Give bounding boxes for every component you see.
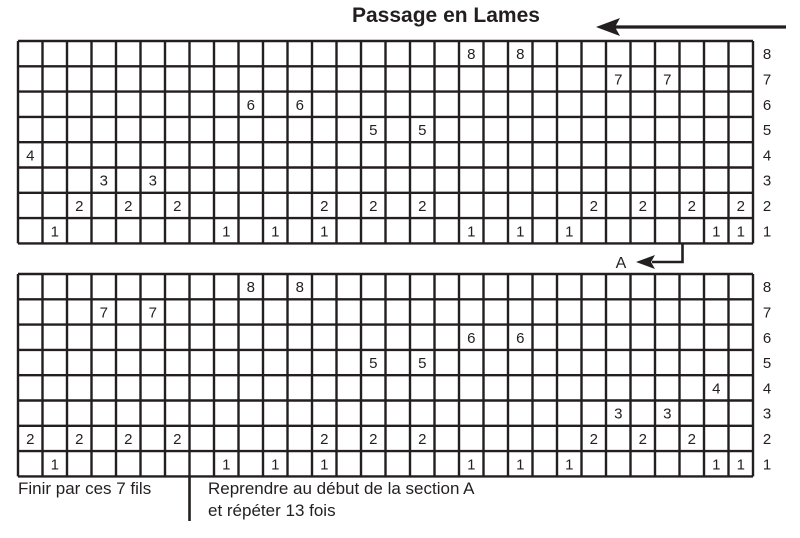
shaft-number: 7	[663, 71, 672, 89]
shaft-number: 6	[246, 96, 255, 114]
shaft-number: 2	[369, 197, 378, 215]
shaft-number: 5	[369, 355, 378, 373]
shaft-number: 2	[173, 430, 182, 448]
shaft-number: 1	[467, 456, 476, 474]
shaft-number: 5	[369, 122, 378, 140]
threading-grid-section-b	[18, 274, 771, 476]
shaft-number: 2	[418, 197, 427, 215]
shaft-number: 1	[222, 456, 231, 474]
shaft-label: 8	[762, 279, 772, 297]
shaft-number: 2	[124, 197, 133, 215]
shaft-number: 2	[638, 430, 647, 448]
shaft-number: 2	[75, 430, 84, 448]
shaft-label: 4	[762, 147, 772, 165]
shaft-number: 7	[99, 304, 108, 322]
shaft-number: 7	[614, 71, 623, 89]
shaft-number: 3	[148, 172, 157, 190]
shaft-number: 1	[50, 456, 59, 474]
shaft-number: 1	[565, 223, 574, 241]
shaft-number: 2	[369, 430, 378, 448]
arrows-and-dividers	[190, 18, 787, 521]
shaft-label: 5	[762, 355, 772, 373]
section-a-label: A	[615, 255, 627, 272]
shaft-number: 1	[320, 223, 329, 241]
shaft-number: 1	[516, 223, 525, 241]
shaft-number: 1	[467, 223, 476, 241]
shaft-number: 8	[295, 279, 304, 297]
shaft-number: 6	[516, 329, 525, 347]
shaft-number: 1	[50, 223, 59, 241]
shaft-number: 3	[99, 172, 108, 190]
shaft-number: 1	[271, 456, 280, 474]
shaft-number: 6	[467, 329, 476, 347]
repeat-note-line-1: Reprendre au début de la section A	[208, 479, 475, 498]
shaft-number: 4	[712, 380, 721, 398]
shaft-number: 8	[246, 279, 255, 297]
repeat-note	[208, 478, 475, 522]
section-a-arrow-line	[652, 243, 683, 262]
title: Passage en Lames	[352, 4, 540, 27]
shaft-label: 4	[762, 380, 772, 398]
shaft-number: 1	[516, 456, 525, 474]
shaft-number: 2	[75, 197, 84, 215]
shaft-number: 2	[173, 197, 182, 215]
shaft-number: 2	[589, 197, 598, 215]
shaft-number: 2	[589, 430, 598, 448]
shaft-number: 2	[26, 430, 35, 448]
shaft-label: 6	[762, 329, 772, 347]
shaft-number: 1	[222, 223, 231, 241]
shaft-number: 2	[736, 197, 745, 215]
shaft-label: 3	[762, 172, 772, 190]
finish-note: Finir par ces 7 fils	[18, 479, 152, 498]
shaft-number: 1	[271, 223, 280, 241]
shaft-number: 2	[124, 430, 133, 448]
shaft-number: 3	[663, 405, 672, 423]
shaft-number: 8	[467, 46, 476, 64]
shaft-number: 2	[638, 197, 647, 215]
shaft-number: 4	[26, 147, 35, 165]
shaft-number: 6	[295, 96, 304, 114]
shaft-number: 1	[565, 456, 574, 474]
shaft-number: 1	[712, 223, 721, 241]
shaft-number: 2	[687, 197, 696, 215]
shaft-label: 2	[762, 197, 772, 215]
shaft-label: 7	[762, 71, 772, 89]
shaft-number: 2	[320, 430, 329, 448]
shaft-label: 8	[762, 46, 772, 64]
threading-grid-section-a	[18, 41, 771, 243]
shaft-number: 2	[320, 197, 329, 215]
shaft-number: 2	[418, 430, 427, 448]
shaft-number: 7	[148, 304, 157, 322]
shaft-label: 1	[762, 456, 772, 474]
shaft-label: 7	[762, 304, 772, 322]
shaft-number: 1	[736, 223, 745, 241]
shaft-number: 5	[418, 122, 427, 140]
shaft-number: 1	[736, 456, 745, 474]
shaft-number: 2	[687, 430, 696, 448]
shaft-number: 5	[418, 355, 427, 373]
shaft-number: 1	[712, 456, 721, 474]
repeat-note-line-2: et répéter 13 fois	[208, 501, 336, 520]
shaft-number: 3	[614, 405, 623, 423]
shaft-number: 1	[320, 456, 329, 474]
shaft-label: 2	[762, 430, 772, 448]
shaft-label: 5	[762, 122, 772, 140]
shaft-number: 8	[516, 46, 525, 64]
shaft-label: 6	[762, 96, 772, 114]
shaft-label: 3	[762, 405, 772, 423]
shaft-label: 1	[762, 223, 772, 241]
